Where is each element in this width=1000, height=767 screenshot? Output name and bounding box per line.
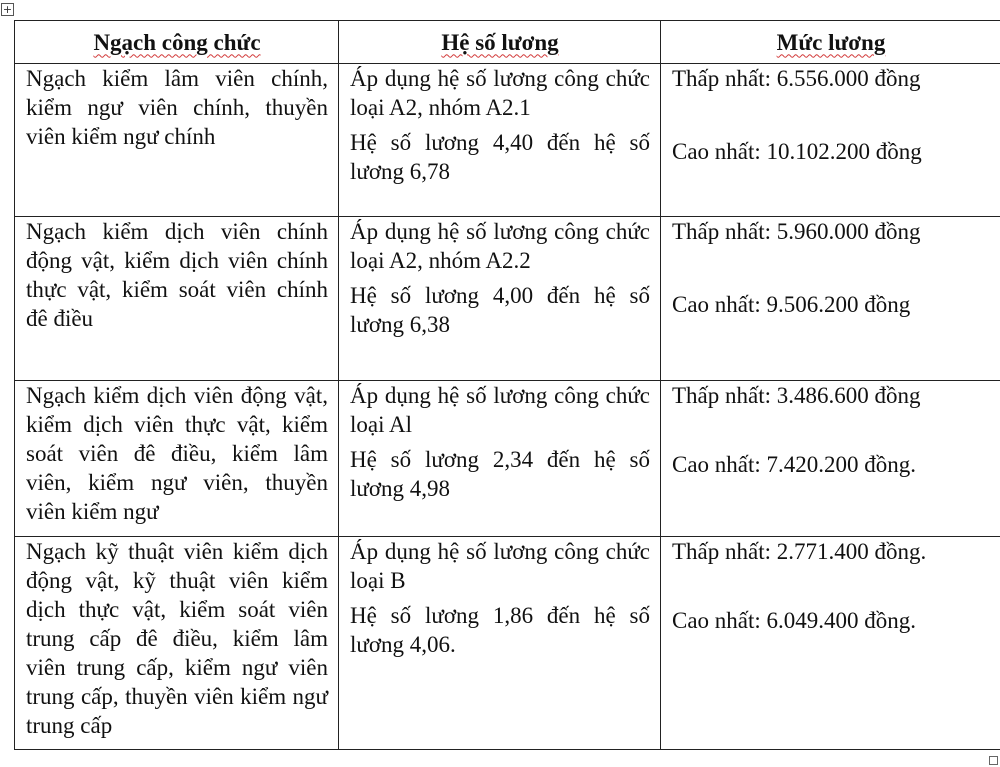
salary-high: Cao nhất: 6.049.400 đồng. <box>672 608 917 633</box>
table-row <box>15 381 1000 537</box>
salary-cell <box>661 537 1000 750</box>
table-resize-handle-icon[interactable] <box>989 756 998 765</box>
rank-cell: Ngạch kỹ thuật viên kiểm dịch động vật, kỹ thuật viên kiểm dịch thực vật, kiểm soát viên trung cấp đê điều, kiểm lâm viên trung cấp, kiểm ngư viên trung cấp, thuyền viên kiểm ngư trung cấp <box>15 537 339 750</box>
coefficient-cell: Áp dụng hệ số lương công chức loại A2, nhóm A2.1 Hệ số lương 4,40 đến hệ số lương 6,78 <box>339 64 661 217</box>
salary-low: Thấp nhất: 6.556.000 đồng <box>672 66 921 91</box>
table-row <box>15 64 1000 217</box>
salary-low: Thấp nhất: 2.771.400 đồng. <box>672 539 927 564</box>
table-header-row <box>15 21 1000 64</box>
salary-cell <box>661 217 1000 381</box>
table-row <box>15 537 1000 750</box>
rank-cell: Ngạch kiểm lâm viên chính, kiểm ngư viên chính, thuyền viên kiểm ngư chính <box>15 64 339 217</box>
coefficient-cell: Áp dụng hệ số lương công chức loại Al Hệ số lương 2,34 đến hệ số lương 4,98 <box>339 381 661 537</box>
header-coefficient: Hệ số lương <box>339 21 661 64</box>
rank-cell: Ngạch kiểm dịch viên động vật, kiểm dịch viên thực vật, kiểm soát viên đê điều, kiểm lâm viên, kiểm ngư viên, thuyền viên kiểm ngư <box>15 381 339 537</box>
salary-low: Thấp nhất: 3.486.600 đồng <box>672 383 921 408</box>
salary-high: Cao nhất: 10.102.200 đồng <box>672 139 922 164</box>
coefficient-cell: Áp dụng hệ số lương công chức loại A2, nhóm A2.2 Hệ số lương 4,00 đến hệ số lương 6,38 <box>339 217 661 381</box>
rank-cell: Ngạch kiểm dịch viên chính động vật, kiểm dịch viên chính thực vật, kiểm soát viên chính đê điều <box>15 217 339 381</box>
salary-low: Thấp nhất: 5.960.000 đồng <box>672 219 921 244</box>
coefficient-cell: Áp dụng hệ số lương công chức loại B Hệ số lương 1,86 đến hệ số lương 4,06. <box>339 537 661 750</box>
salary-cell <box>661 381 1000 537</box>
salary-cell <box>661 64 1000 217</box>
salary-table <box>14 20 1000 750</box>
table-move-handle-icon[interactable]: + <box>2 3 13 16</box>
salary-high: Cao nhất: 7.420.200 đồng. <box>672 452 917 477</box>
header-rank: Ngạch công chức <box>15 21 339 64</box>
salary-high: Cao nhất: 9.506.200 đồng <box>672 292 911 317</box>
table-row <box>15 217 1000 381</box>
header-salary: Mức lương <box>661 21 1000 64</box>
